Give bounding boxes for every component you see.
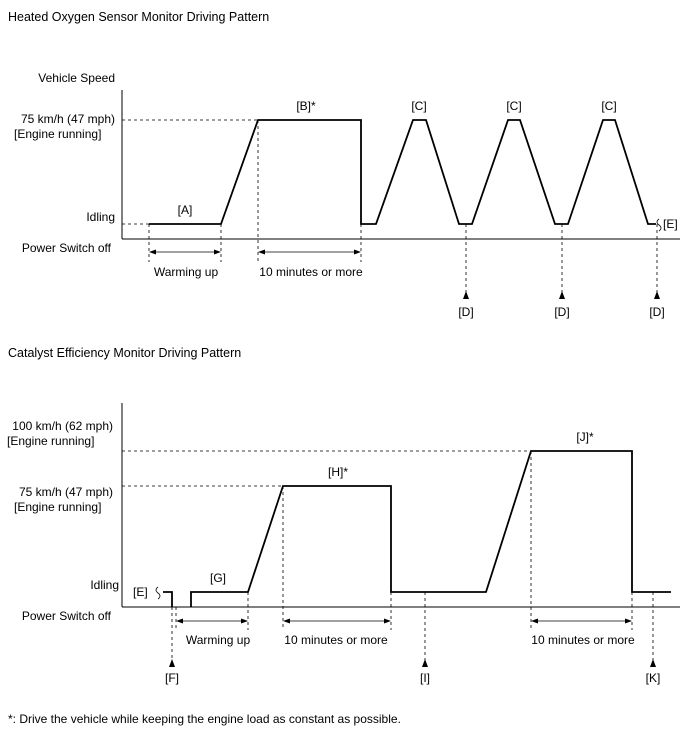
top-speed-trace [149, 120, 656, 224]
top-speed-label-line1: 75 km/h (47 mph) [20, 112, 115, 126]
bottom-label-G: [G] [209, 571, 227, 585]
bottom-10min2-arrow-left [531, 619, 538, 624]
top-break-mark [657, 219, 661, 231]
top-label-E: [E] [663, 217, 678, 231]
top-D1-arrow [463, 291, 469, 299]
bottom-label-I: [I] [419, 671, 431, 685]
bottom-label-J: [J]* [576, 430, 594, 444]
bottom-title: Catalyst Efficiency Monitor Driving Pattern [8, 346, 242, 360]
top-label-B: [B]* [296, 99, 316, 113]
bottom-10min1-arrow-right [384, 619, 391, 624]
top-power-off-label: Power Switch off [21, 241, 111, 255]
top-warmup-arrow-right [214, 250, 221, 255]
bottom-I-arrow [422, 659, 428, 667]
bottom-10min2-label: 10 minutes or more [531, 633, 635, 647]
bottom-speed-trace [191, 451, 671, 607]
top-label-A: [A] [177, 203, 193, 217]
top-10min-label: 10 minutes or more [259, 265, 363, 279]
top-label-D2: [D] [554, 305, 570, 319]
top-10min-arrow-right [354, 250, 361, 255]
bottom-power-off-label: Power Switch off [21, 609, 111, 623]
bottom-speed-hi-line1: 100 km/h (62 mph) [12, 419, 113, 433]
bottom-10min1-label: 10 minutes or more [284, 633, 388, 647]
footnote: *: Drive the vehicle while keeping the engine load as constant as possible. [8, 712, 401, 726]
bottom-label-F: [F] [165, 671, 179, 685]
top-label-C2: [C] [506, 99, 522, 113]
top-D2-arrow [559, 291, 565, 299]
bottom-K-arrow [650, 659, 656, 667]
top-y-axis-label: Vehicle Speed [38, 71, 115, 85]
bottom-f-trace [163, 592, 172, 607]
bottom-10min2-arrow-right [625, 619, 632, 624]
top-label-C1: [C] [411, 99, 427, 113]
top-label-D1: [D] [458, 305, 474, 319]
bottom-10min1-arrow-left [283, 619, 290, 624]
top-idling-label: Idling [86, 210, 115, 224]
bottom-warmup-arrow-left [176, 619, 183, 624]
bottom-warmup-label: Warming up [185, 633, 251, 647]
top-10min-arrow-left [258, 250, 265, 255]
bottom-label-K: [K] [645, 671, 661, 685]
top-label-D3: [D] [649, 305, 665, 319]
bottom-label-H: [H]* [327, 465, 349, 479]
top-label-C3: [C] [601, 99, 617, 113]
bottom-speed-mid-line2: [Engine running] [14, 500, 102, 514]
top-D3-arrow [654, 291, 660, 299]
top-warmup-arrow-left [149, 250, 156, 255]
top-title: Heated Oxygen Sensor Monitor Driving Pattern [8, 10, 270, 24]
bottom-break-mark [156, 587, 160, 599]
bottom-F-arrow [169, 659, 175, 667]
bottom-warmup-arrow-right [241, 619, 248, 624]
top-warmup-label: Warming up [153, 265, 219, 279]
bottom-speed-mid-line1: 75 km/h (47 mph) [18, 485, 113, 499]
bottom-idling-label: Idling [90, 578, 119, 592]
bottom-label-E: [E] [133, 585, 148, 599]
top-speed-label-line2: [Engine running] [14, 127, 102, 141]
bottom-speed-hi-line2: [Engine running] [7, 434, 95, 448]
